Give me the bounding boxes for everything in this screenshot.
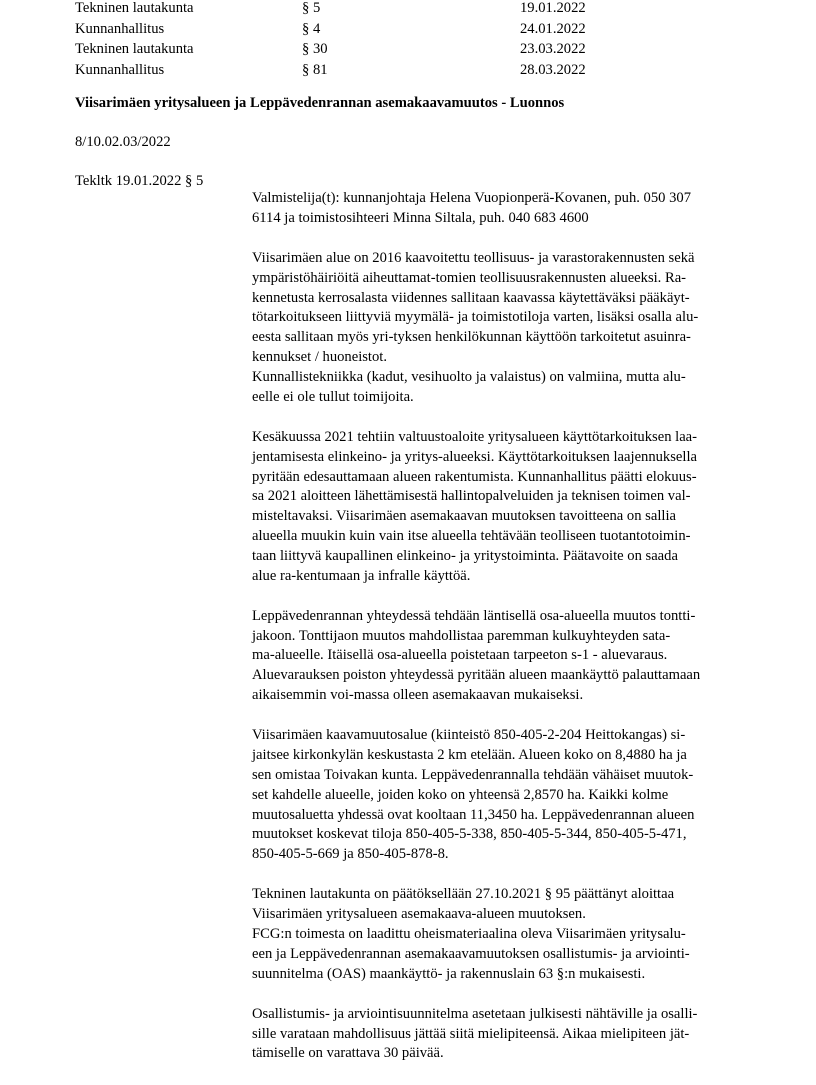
decision-body: Kunnanhallitus (75, 61, 165, 78)
diary-number: 8/10.02.03/2022 (75, 134, 171, 150)
document-title: Viisarimäen yritysalueen ja Leppävedenrannan asemakaavamuutos - Luonnos (75, 95, 565, 111)
text-line: muutosaluetta yhdessä ovat kooltaan 11,3450 ha. Leppävedenrannan alueen (252, 806, 695, 823)
section-number: § 81 (302, 61, 328, 78)
text-line: Viisarimäen kaavamuutosalue (kiinteistö 850-405-2-204 Heittokangas) si- (252, 727, 686, 744)
text-line: sa 2021 aloitteen lähettämisestä hallintopalveluiden ja teknisen toimen val- (252, 488, 691, 505)
text-line: Kunnallistekniikka (kadut, vesihuolto ja valaistus) on valmiina, mutta alu- (252, 368, 686, 385)
section-number: § 30 (302, 41, 328, 57)
text-line: suunnitelma (OAS) maankäyttö- ja rakennuslain 63 §:n mukaisesti. (252, 965, 646, 982)
decision-body: Tekninen lautakunta (75, 0, 194, 16)
paragraph-oas-public-display (252, 1005, 752, 1064)
meeting-reference: Tekltk 19.01.2022 § 5 (75, 173, 204, 189)
text-line: een ja Leppävedenrannan asemakaavamuutoksen osallistumis- ja arviointi- (252, 945, 690, 962)
meeting-date: 24.01.2022 (520, 20, 586, 37)
text-line: eesta sallitaan myös yri-tyksen henkilökunnan käyttöön tarkoitetut asuinra- (252, 329, 691, 346)
text-line: tötarkoitukseen liittyviä myymälä- ja toimistotiloja varten, lisäksi osalla alu- (252, 309, 699, 326)
text-line: jentamisesta elinkeino- ja yritys-alueeksi. Käyttötarkoituksen laajennuksella (252, 448, 697, 465)
text-line: Kesäkuussa 2021 tehtiin valtuustoaloite yritysalueen käyttötarkoituksen laa- (252, 428, 698, 445)
text-line: sen omistaa Toivakan kunta. Leppävedenrannalla tehdään vähäiset muutok- (252, 766, 694, 783)
text-line: kennukset / huoneistot. (252, 349, 387, 366)
meeting-date: 19.01.2022 (520, 0, 586, 16)
text-line: sille varataan mahdollisuus jättää siitä mielipiteensä. Aikaa mielipiteen jät- (252, 1025, 690, 1042)
text-line: jakoon. Tonttijaon muutos mahdollistaa paremman kulkuyhteyden sata- (252, 627, 671, 644)
text-line: ympäristöhäiriöitä aiheuttamat-tomien teollisuusrakennusten alueeksi. Ra- (252, 269, 687, 286)
text-line: misteltavaksi. Viisarimäen asemakaavan muutoksen tavoitteena on sallia (252, 508, 676, 525)
text-line: jaitsee kirkonkylän keskustasta 2 km etelään. Alueen koko on 8,4880 ha ja (252, 747, 687, 764)
section-number: § 5 (302, 0, 321, 16)
meeting-date: 23.03.2022 (520, 41, 586, 57)
text-line: Valmistelija(t): kunnanjohtaja Helena Vuopionperä-Kovanen, puh. 050 307 (252, 190, 691, 206)
text-line: Tekninen lautakunta on päätöksellään 27.10.2021 § 95 päättänyt aloittaa (252, 886, 675, 903)
text-line: alueella muukin kuin vain itse alueella tehtävään teolliseen tuotantotoimin- (252, 527, 691, 544)
text-line: tämiselle on varattava 30 päivää. (252, 1045, 444, 1062)
paragraph-technical-board-decision (252, 885, 752, 984)
text-line: Osallistumis- ja arviointisuunnitelma asetetaan julkisesti nähtäville ja osalli- (252, 1005, 698, 1022)
text-line: pyritään edesauttamaan alueen rakentumista. Kunnanhallitus päätti elokuus- (252, 468, 697, 485)
text-line: FCG:n toimesta on laadittu oheismateriaalina oleva Viisarimäen yritysalu- (252, 926, 686, 942)
text-line: aikaisemmin voi-massa olleen asemakaavan mukaiseksi. (252, 687, 584, 704)
paragraph-council-initiative (252, 428, 752, 586)
text-line: taan liittyvä kaupallinen elinkeino- ja yritystoiminta. Päätavoite on saada (252, 547, 678, 564)
decision-body: Kunnanhallitus (75, 20, 165, 37)
text-line: Leppävedenrannan yhteydessä tehdään läntisellä osa-alueella muutos tontti- (252, 607, 696, 624)
text-line: 850-405-5-669 ja 850-405-878-8. (252, 846, 449, 863)
document-body (252, 189, 752, 1085)
paragraph-area-background (252, 249, 752, 407)
text-line: set kahdelle alueelle, joiden koko on yhteensä 2,8570 ha. Kaikki kolme (252, 786, 669, 803)
text-line: ma-alueelle. Itäisellä osa-alueella poistetaan tarpeeton s-1 - aluevaraus. (252, 647, 668, 664)
paragraph-area-details (252, 726, 752, 865)
text-line: eelle ei ole tullut toimijoita. (252, 388, 414, 405)
text-line: Viisarimäen yritysalueen asemakaava-alueen muutoksen. (252, 906, 586, 923)
text-line: alue ra-kentumaan ja infralle käyttöä. (252, 567, 471, 584)
decision-body: Tekninen lautakunta (75, 41, 194, 57)
text-line: muutokset koskevat tiloja 850-405-5-338, 850-405-5-344, 850-405-5-471, (252, 826, 687, 843)
text-line: Viisarimäen alue on 2016 kaavoitettu teollisuus- ja varastorakennusten sekä (252, 250, 695, 267)
paragraph-preparers (252, 189, 752, 229)
section-number: § 4 (302, 20, 321, 37)
text-line: kennetusta kerrosalasta viidennes sallitaan kaavassa käytettäväksi pääkäyt- (252, 289, 690, 306)
paragraph-leppavedenranta (252, 607, 752, 706)
text-line: 6114 ja toimistosihteeri Minna Siltala, puh. 040 683 4600 (252, 209, 589, 226)
text-line: Aluevarauksen poiston yhteydessä pyritään alueen maankäyttö palauttamaan (252, 667, 701, 684)
meeting-date: 28.03.2022 (520, 61, 586, 78)
